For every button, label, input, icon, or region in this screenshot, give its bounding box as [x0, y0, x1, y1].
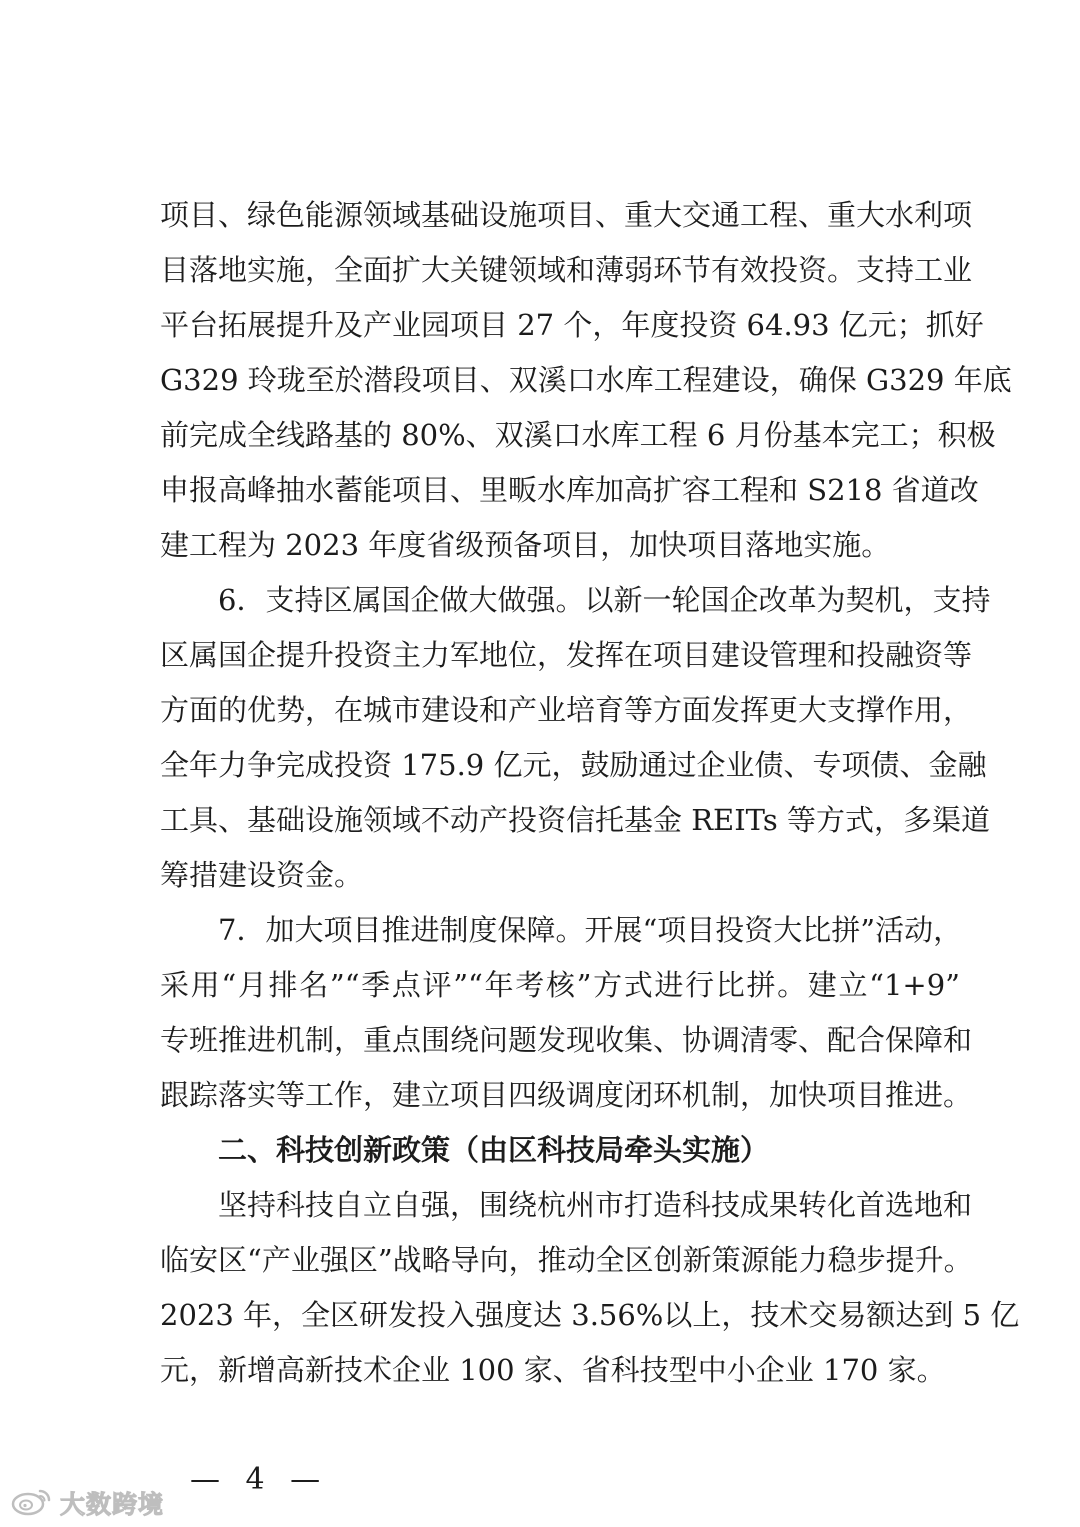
paragraph-line: 临安区“产业强区”战略导向，推动全区创新策源能力稳步提升。 [160, 1243, 973, 1277]
paragraph-line: 采用“月排名”“季点评”“年考核”方式进行比拼。建立“1+9” [160, 968, 960, 1002]
paragraph-line: 前完成全线路基的 80%、双溪口水库工程 6 月份基本完工；积极 [160, 418, 996, 452]
paragraph-line: G329 玲珑至於潜段项目、双溪口水库工程建设，确保 G329 年底 [160, 363, 1012, 397]
paragraph-line: 工具、基础设施领域不动产投资信托基金 REITs 等方式，多渠道 [160, 803, 991, 837]
paragraph-line: 目落地实施，全面扩大关键领域和薄弱环节有效投资。支持工业 [160, 253, 973, 287]
paragraph-line: 2023 年，全区研发投入强度达 3.56%以上，技术交易额达到 5 亿 [160, 1298, 1020, 1332]
paragraph-line: 专班推进机制，重点围绕问题发现收集、协调清零、配合保障和 [160, 1023, 973, 1057]
paragraph-line: 6．支持区属国企做大做强。以新一轮国企改革为契机，支持 [218, 583, 991, 617]
paragraph-line: 建工程为 2023 年度省级预备项目，加快项目落地实施。 [160, 528, 891, 562]
paragraph-line: 筹措建设资金。 [160, 858, 364, 892]
watermark [10, 1486, 164, 1520]
paragraph-line: 全年力争完成投资 175.9 亿元，鼓励通过企业债、专项债、金融 [160, 748, 987, 782]
weibo-logo-icon [10, 1485, 54, 1521]
paragraph-line: 元，新增高新技术企业 100 家、省科技型中小企业 170 家。 [160, 1353, 946, 1387]
paragraph-line: 跟踪落实等工作，建立项目四级调度闭环机制，加快项目推进。 [160, 1078, 973, 1112]
section-heading: 二、科技创新政策（由区科技局牵头实施） [218, 1133, 770, 1167]
page-number: — 4 — [190, 1462, 329, 1497]
paragraph-line: 区属国企提升投资主力军地位，发挥在项目建设管理和投融资等 [160, 638, 973, 672]
watermark-text: 大数跨境 [60, 1490, 165, 1519]
paragraph-line: 坚持科技自立自强，围绕杭州市打造科技成果转化首选地和 [218, 1188, 973, 1222]
paragraph-line: 7．加大项目推进制度保障。开展“项目投资大比拼”活动， [218, 913, 963, 947]
paragraph-line: 申报高峰抽水蓄能项目、里畈水库加高扩容工程和 S218 省道改 [160, 473, 979, 507]
paragraph-line: 平台拓展提升及产业园项目 27 个，年度投资 64.93 亿元；抓好 [160, 308, 984, 342]
paragraph-line: 项目、绿色能源领域基础设施项目、重大交通工程、重大水利项 [160, 198, 973, 232]
paragraph-line: 方面的优势，在城市建设和产业培育等方面发挥更大支撑作用， [160, 693, 973, 727]
